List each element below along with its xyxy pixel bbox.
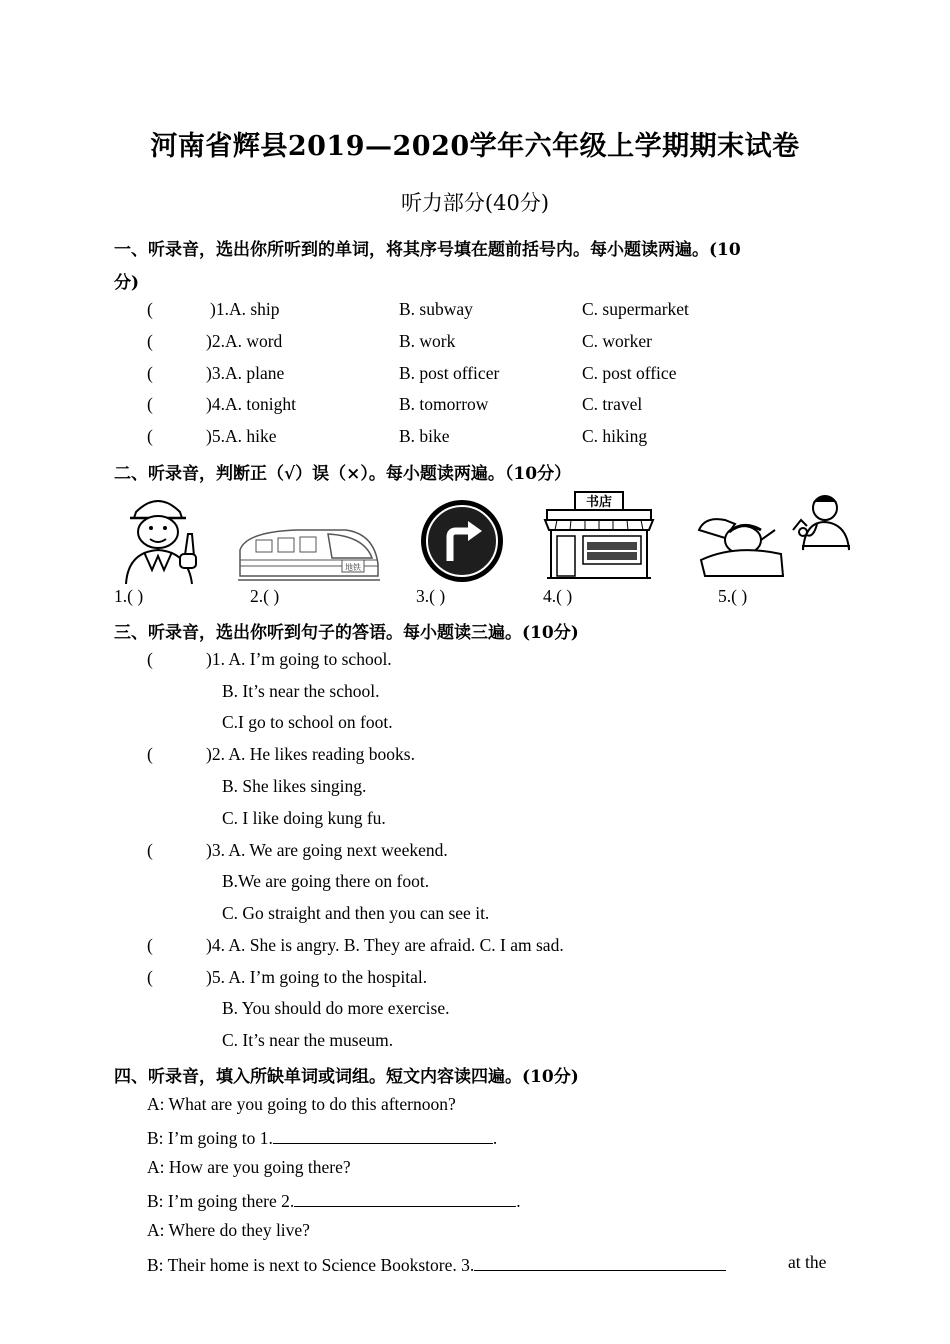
period: . — [492, 1128, 498, 1148]
sick-person-doctor-picture — [695, 490, 855, 582]
option-c: C. I like doing kung fu. — [222, 808, 386, 828]
dialogue-line: A: How are you going there? — [147, 1157, 351, 1177]
answer-bracket[interactable]: ( — [147, 363, 153, 383]
section2-heading: 二、听录音，判断正（√）误（×）。每小题读两遍。（10分） — [114, 464, 572, 484]
picture-label-4[interactable]: 4.( ) — [543, 586, 573, 606]
page-subtitle: 听力部分(40分) — [400, 191, 550, 215]
option-c: C. travel — [582, 394, 643, 414]
answer-bracket[interactable]: ( — [147, 426, 153, 446]
answer-bracket[interactable]: ( — [147, 967, 153, 987]
blank-2-input[interactable] — [294, 1188, 516, 1207]
answer-bracket[interactable]: ( — [147, 840, 153, 860]
answer-bracket[interactable]: ( — [147, 649, 153, 669]
dialogue-tail: at the — [788, 1252, 827, 1272]
dialogue-text: B: Their home is next to Science Bookstore. 3. — [147, 1255, 475, 1275]
dialogue-line-blank-1 — [147, 1125, 497, 1149]
section3-heading: 三、听录音，选出你听到句子的答语。每小题读三遍。(10分) — [114, 623, 579, 643]
blank-3-input[interactable] — [474, 1252, 726, 1271]
section1-heading: 一、听录音，选出你所听到的单词，将其序号填在题前括号内。每小题读两遍。(10 — [114, 240, 741, 260]
option-a: )5. A. I’m going to the hospital. — [206, 967, 428, 987]
dialogue-text: B: I’m going to 1. — [147, 1128, 273, 1148]
answer-bracket[interactable]: ( — [147, 299, 153, 319]
option-a: )1. A. I’m going to school. — [206, 649, 392, 669]
answer-bracket[interactable]: ( — [147, 331, 153, 351]
blank-1-input[interactable] — [273, 1125, 493, 1144]
option-a: )2.A. word — [206, 331, 283, 351]
answer-bracket[interactable]: ( — [147, 394, 153, 414]
option-b: B. She likes singing. — [222, 776, 367, 796]
option-a: )5.A. hike — [206, 426, 277, 446]
option-c: C. hiking — [582, 426, 648, 446]
dialogue-line: A: What are you going to do this afternoon? — [147, 1094, 456, 1114]
worker-picture — [110, 490, 205, 585]
option-b: B. bike — [399, 426, 450, 446]
option-c: C. worker — [582, 331, 652, 351]
option-a: )3.A. plane — [206, 363, 285, 383]
option-c: C. supermarket — [582, 299, 689, 319]
picture-label-3[interactable]: 3.( ) — [416, 586, 446, 606]
section1-heading-cont: 分) — [114, 273, 140, 293]
shop-sign-text: 书店 — [585, 495, 613, 510]
option-b: B. It’s near the school. — [222, 681, 380, 701]
section4-heading: 四、听录音，填入所缺单词或词组。短文内容读四遍。(10分) — [114, 1067, 579, 1087]
dialogue-line: A: Where do they live? — [147, 1220, 310, 1240]
dialogue-line-blank-3 — [147, 1252, 726, 1276]
period: . — [516, 1191, 521, 1211]
option-b: B. work — [399, 331, 456, 351]
dialogue-text: B: I’m going there 2. — [147, 1191, 295, 1211]
option-a: )4. A. She is angry. B. They are afraid. C. I am sad. — [206, 935, 564, 955]
picture-label-2[interactable]: 2.( ) — [250, 586, 280, 606]
bookstore-picture — [543, 490, 655, 582]
option-a: )3. A. We are going next weekend. — [206, 840, 448, 860]
option-b: B.We are going there on foot. — [222, 871, 430, 891]
option-a: )4.A. tonight — [206, 394, 296, 414]
option-b: B. post officer — [399, 363, 500, 383]
picture-label-5[interactable]: 5.( ) — [718, 586, 748, 606]
dialogue-line-blank-2 — [147, 1188, 521, 1212]
page-title: 河南省辉县2019—2020学年六年级上学期期末试卷 — [150, 131, 800, 162]
option-c: C. post office — [582, 363, 677, 383]
picture-label-1[interactable]: 1.( ) — [114, 586, 144, 606]
option-a: )2. A. He likes reading books. — [206, 744, 415, 764]
train-sign-text: 地铁 — [345, 563, 361, 572]
option-a: )1.A. ship — [210, 299, 280, 319]
answer-bracket[interactable]: ( — [147, 935, 153, 955]
option-c: C.I go to school on foot. — [222, 712, 393, 732]
answer-bracket[interactable]: ( — [147, 744, 153, 764]
option-c: C. It’s near the museum. — [222, 1030, 394, 1050]
option-b: B. subway — [399, 299, 473, 319]
option-c: C. Go straight and then you can see it. — [222, 903, 490, 923]
option-b: B. tomorrow — [399, 394, 489, 414]
turn-right-sign-icon — [420, 499, 504, 583]
option-b: B. You should do more exercise. — [222, 998, 450, 1018]
subway-train-picture — [236, 520, 382, 584]
